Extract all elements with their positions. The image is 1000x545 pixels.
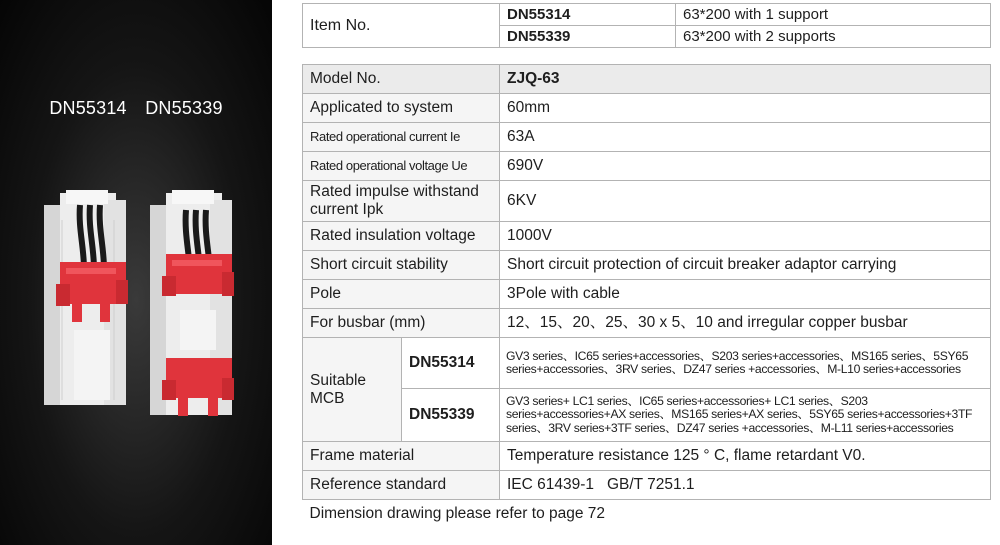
spec-label: Short circuit stability — [303, 251, 500, 280]
spec-label: Applicated to system — [303, 94, 500, 123]
mcb-row — [303, 338, 991, 389]
spec-label: Pole — [303, 280, 500, 309]
spec-row — [303, 280, 991, 309]
spec-row — [303, 309, 991, 338]
spec-row — [303, 442, 991, 471]
product-photo — [0, 0, 272, 545]
spec-value: 3Pole with cable — [500, 280, 991, 309]
frame-material-value: Temperature resistance 125 ° C, flame retardant V0. — [500, 442, 991, 471]
product-dn55314-illustration — [44, 190, 128, 405]
spec-header-row — [303, 65, 991, 94]
item-desc: 63*200 with 1 support — [676, 4, 991, 26]
item-number-table — [302, 3, 991, 48]
spec-sheet — [302, 3, 990, 528]
item-row — [303, 4, 991, 26]
frame-material-label: Frame material — [303, 442, 500, 471]
spec-label: Rated operational voltage Ue — [303, 152, 500, 181]
spec-value: 12、15、20、25、30 x 5、10 and irregular copper busbar — [500, 309, 991, 338]
spec-row — [303, 471, 991, 500]
product-dn55339-illustration — [150, 190, 234, 416]
product-photo-panel — [0, 0, 272, 545]
spec-value: Short circuit protection of circuit breaker adaptor carrying — [500, 251, 991, 280]
mcb-code: DN55314 — [402, 338, 500, 389]
item-code: DN55314 — [500, 4, 676, 26]
item-desc: 63*200 with 2 supports — [676, 26, 991, 48]
spec-row — [303, 123, 991, 152]
reference-standard-label: Reference standard — [303, 471, 500, 500]
product-label-dn55314: DN55314 — [49, 98, 127, 118]
spec-value: 60mm — [500, 94, 991, 123]
product-label-dn55339: DN55339 — [145, 98, 223, 118]
mcb-compat-text: GV3 series+ LC1 series、IC65 series+accessories+ LC1 series、S203 series+accessories+AX series、MS165 series+AX series、5SY65 series+accessories+3TF series、3RV series+3TF series、DZ47 series +accessories、M-L11 series+accessories — [500, 389, 991, 442]
item-code: DN55339 — [500, 26, 676, 48]
spec-value: 690V — [500, 152, 991, 181]
model-value: ZJQ-63 — [500, 65, 991, 94]
spec-row — [303, 94, 991, 123]
mcb-code: DN55339 — [402, 389, 500, 442]
spec-row — [303, 251, 991, 280]
footer-note: Dimension drawing please refer to page 72 — [303, 500, 991, 529]
spec-row — [303, 222, 991, 251]
spec-row — [303, 181, 991, 222]
spec-label: For busbar (mm) — [303, 309, 500, 338]
mcb-compat-text: GV3 series、IC65 series+accessories、S203 series+accessories、MS165 series、5SY65 series+accessories、3RV series、DZ47 series +accessories、M-L10 series+accessories — [500, 338, 991, 389]
spec-value: 1000V — [500, 222, 991, 251]
model-label: Model No. — [303, 65, 500, 94]
spec-value: 63A — [500, 123, 991, 152]
suitable-mcb-label: Suitable MCB — [303, 338, 402, 442]
spec-value: 6KV — [500, 181, 991, 222]
spec-label: Rated impulse withstand current Ipk — [303, 181, 500, 222]
spec-label: Rated insulation voltage — [303, 222, 500, 251]
mcb-row — [303, 389, 991, 442]
spec-row — [303, 152, 991, 181]
item-no-label: Item No. — [303, 4, 500, 48]
footer-row — [303, 500, 991, 529]
spec-label: Rated operational current Ie — [303, 123, 500, 152]
reference-standard-value: IEC 61439-1 GB/T 7251.1 — [500, 471, 991, 500]
spec-table — [302, 64, 991, 528]
